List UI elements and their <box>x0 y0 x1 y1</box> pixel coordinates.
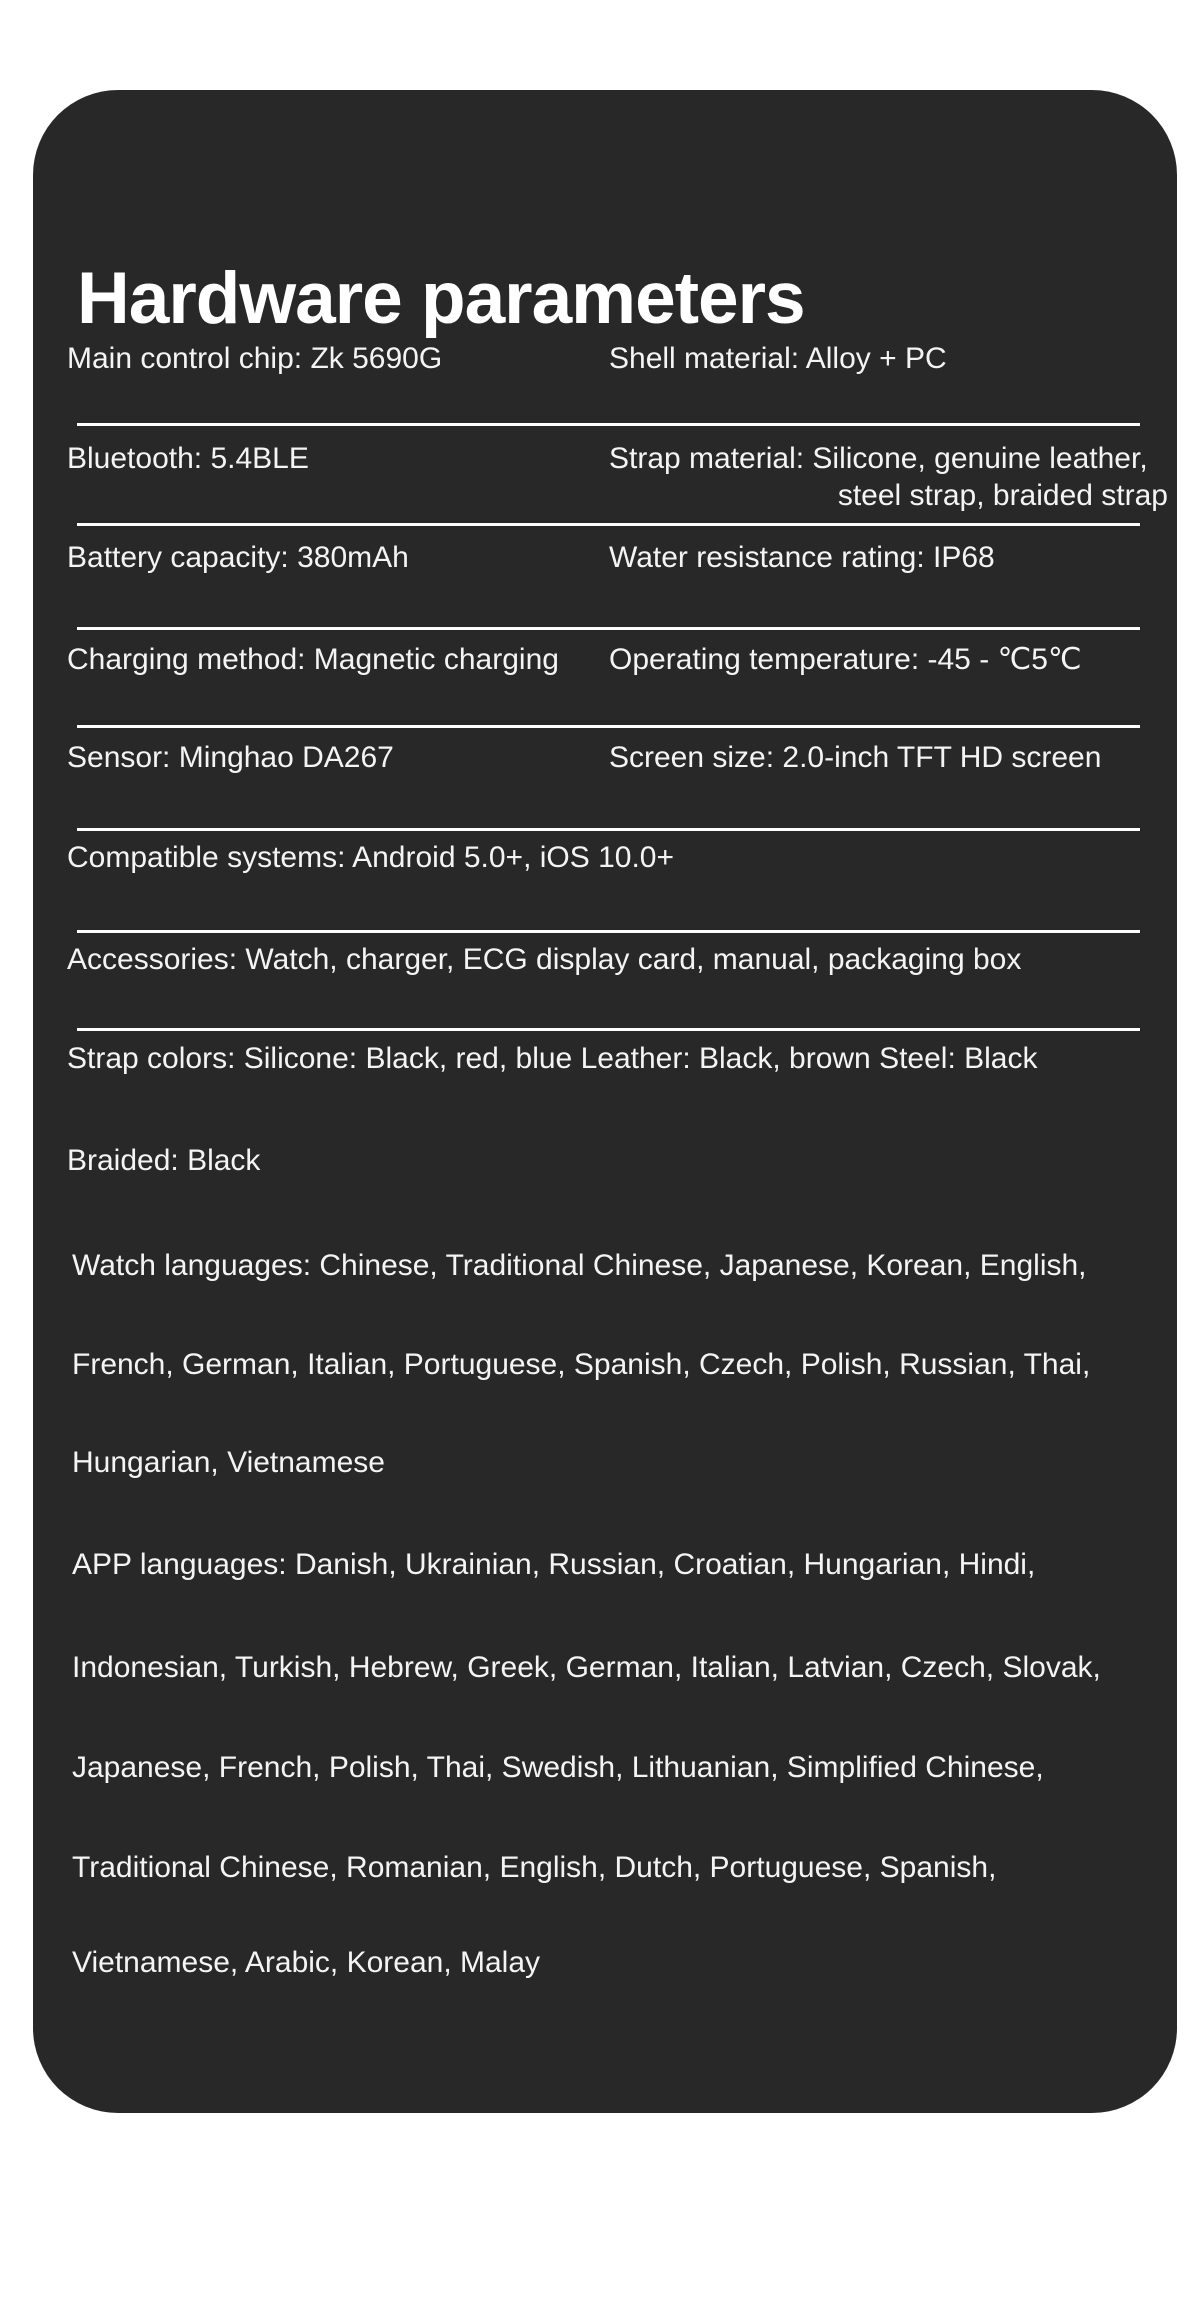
spec-sensor: Sensor: Minghao DA267 <box>67 741 394 774</box>
spec-braided-color: Braided: Black <box>67 1144 261 1177</box>
spec-strap-colors: Strap colors: Silicone: Black, red, blue Leather: Black, brown Steel: Black <box>67 1042 1038 1075</box>
app-languages-line: Traditional Chinese, Romanian, English, Dutch, Portuguese, Spanish, <box>72 1851 997 1884</box>
app-languages-line: Japanese, French, Polish, Thai, Swedish, Lithuanian, Simplified Chinese, <box>72 1751 1044 1784</box>
divider <box>77 423 1140 426</box>
spec-operating-temperature: Operating temperature: -45 - ℃5℃ <box>609 643 1082 676</box>
spec-strap-material-line2: steel strap, braided strap <box>837 479 1168 512</box>
spec-shell-material: Shell material: Alloy + PC <box>609 342 947 375</box>
spec-accessories: Accessories: Watch, charger, ECG display card, manual, packaging box <box>67 943 1022 976</box>
divider <box>77 627 1140 630</box>
divider <box>77 523 1140 526</box>
divider <box>77 1028 1140 1031</box>
spec-charging-method: Charging method: Magnetic charging <box>67 643 559 676</box>
spec-compatible-systems: Compatible systems: Android 5.0+, iOS 10.0+ <box>67 841 674 874</box>
spec-strap-material: Strap material: Silicone, genuine leather, <box>609 442 1148 475</box>
hardware-parameters-card <box>33 90 1177 2113</box>
page-title: Hardware parameters <box>77 257 805 339</box>
spec-bluetooth: Bluetooth: 5.4BLE <box>67 442 309 475</box>
spec-battery-capacity: Battery capacity: 380mAh <box>67 541 409 574</box>
divider <box>77 930 1140 933</box>
spec-main-control-chip: Main control chip: Zk 5690G <box>67 342 443 375</box>
spec-screen-size: Screen size: 2.0-inch TFT HD screen <box>609 741 1102 774</box>
spec-water-resistance: Water resistance rating: IP68 <box>609 541 995 574</box>
watch-languages-line: French, German, Italian, Portuguese, Spanish, Czech, Polish, Russian, Thai, <box>72 1348 1091 1381</box>
divider <box>77 828 1140 831</box>
watch-languages-line: Hungarian, Vietnamese <box>72 1446 385 1479</box>
app-languages-line: Indonesian, Turkish, Hebrew, Greek, German, Italian, Latvian, Czech, Slovak, <box>72 1651 1101 1684</box>
app-languages-line: APP languages: Danish, Ukrainian, Russian, Croatian, Hungarian, Hindi, <box>72 1548 1036 1581</box>
app-languages-line: Vietnamese, Arabic, Korean, Malay <box>72 1946 541 1979</box>
watch-languages-line: Watch languages: Chinese, Traditional Chinese, Japanese, Korean, English, <box>72 1249 1087 1282</box>
divider <box>77 725 1140 728</box>
